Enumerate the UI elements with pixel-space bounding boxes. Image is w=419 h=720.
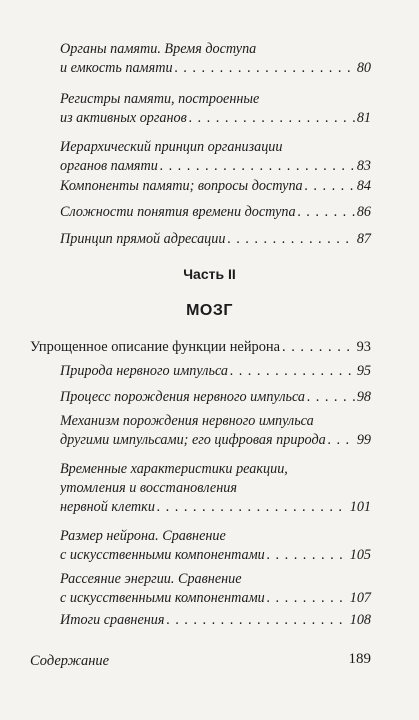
- toc-entry-line: нервной клетки: [60, 499, 155, 515]
- toc-entry-line: Процесс порождения нервного импульса: [60, 389, 305, 405]
- leader-dots: [175, 59, 355, 78]
- toc-entry-nerve-impulse: [60, 362, 371, 381]
- leader-dots: [230, 362, 355, 381]
- running-footer-section: Содержание: [30, 653, 110, 669]
- page-number: 83: [356, 158, 371, 174]
- toc-entry-neuron-size: [60, 527, 371, 565]
- toc-entry-line: Органы памяти. Время доступа: [60, 41, 257, 57]
- leader-dots: [282, 338, 355, 357]
- page-number: 87: [356, 231, 371, 247]
- toc-entry-impulse-generation: [60, 388, 371, 407]
- part-title: Часть II: [183, 266, 236, 282]
- page-number: 107: [349, 590, 371, 606]
- toc-entry-line: Временные характеристики реакции,: [60, 461, 288, 477]
- toc-entry-line: Иерархический принцип организации: [60, 139, 283, 155]
- toc-entry-line: Итоги сравнения: [60, 612, 165, 628]
- toc-entry-reaction-times: [60, 460, 371, 517]
- toc-entry-access-time: [60, 203, 371, 222]
- page-number: 101: [349, 499, 371, 515]
- leader-dots: [298, 203, 355, 222]
- toc-entry-memory-organs: [60, 40, 371, 78]
- toc-entry-line: Рассеяние энергии. Сравнение: [60, 571, 242, 587]
- leader-dots: [267, 589, 348, 608]
- leader-dots: [166, 611, 347, 630]
- toc-entry-line: с искусственными компонентами: [60, 590, 265, 606]
- leader-dots: [189, 109, 355, 128]
- leader-dots: [157, 498, 348, 517]
- page-number: 93: [356, 339, 371, 355]
- toc-entry-line: Компоненты памяти; вопросы доступа: [60, 178, 303, 194]
- toc-entry-comparison-summary: [60, 611, 371, 630]
- page-number: 99: [356, 432, 371, 448]
- leader-dots: [227, 230, 354, 249]
- page-number: 95: [356, 363, 371, 379]
- leader-dots: [307, 388, 355, 407]
- page-number: 80: [356, 60, 371, 76]
- leader-dots: [160, 157, 355, 176]
- toc-entry-neuron-function: [30, 338, 371, 357]
- folio-page-number: 189: [348, 651, 371, 667]
- toc-entry-memory-components: [60, 177, 371, 196]
- toc-entry-line: Упрощенное описание функции нейрона: [30, 339, 281, 355]
- toc-entry-impulse-mechanism: [60, 412, 371, 450]
- toc-entry-memory-registers: [60, 90, 371, 128]
- toc-entry-direct-addressing: [60, 230, 371, 249]
- toc-entry-line: и емкость памяти: [60, 60, 173, 76]
- leader-dots: [328, 431, 355, 450]
- toc-entry-line: Сложности понятия времени доступа: [60, 204, 296, 220]
- toc-entry-line: Регистры памяти, построенные: [60, 91, 260, 107]
- page-number: 84: [356, 178, 371, 194]
- toc-entry-line: утомления и восстановления: [60, 480, 237, 496]
- toc-entry-line: с искусственными компонентами: [60, 547, 265, 563]
- page-number: 81: [356, 110, 371, 126]
- leader-dots: [305, 177, 355, 196]
- toc-entry-energy-dissipation: [60, 570, 371, 608]
- leader-dots: [267, 546, 348, 565]
- toc-entry-line: Размер нейрона. Сравнение: [60, 528, 226, 544]
- toc-entry-hierarchy: [60, 138, 371, 176]
- toc-entry-line: Принцип прямой адресации: [60, 231, 226, 247]
- toc-entry-line: органов памяти: [60, 158, 158, 174]
- page-number: 108: [349, 612, 371, 628]
- page-number: 98: [356, 389, 371, 405]
- toc-entry-line: другими импульсами; его цифровая природа: [60, 432, 326, 448]
- page-number: 105: [349, 547, 371, 563]
- toc-entry-line: Механизм порождения нервного импульса: [60, 413, 314, 429]
- section-title: МОЗГ: [186, 302, 233, 319]
- toc-entry-line: Природа нервного импульса: [60, 363, 228, 379]
- page-number: 86: [356, 204, 371, 220]
- toc-entry-line: из активных органов: [60, 110, 187, 126]
